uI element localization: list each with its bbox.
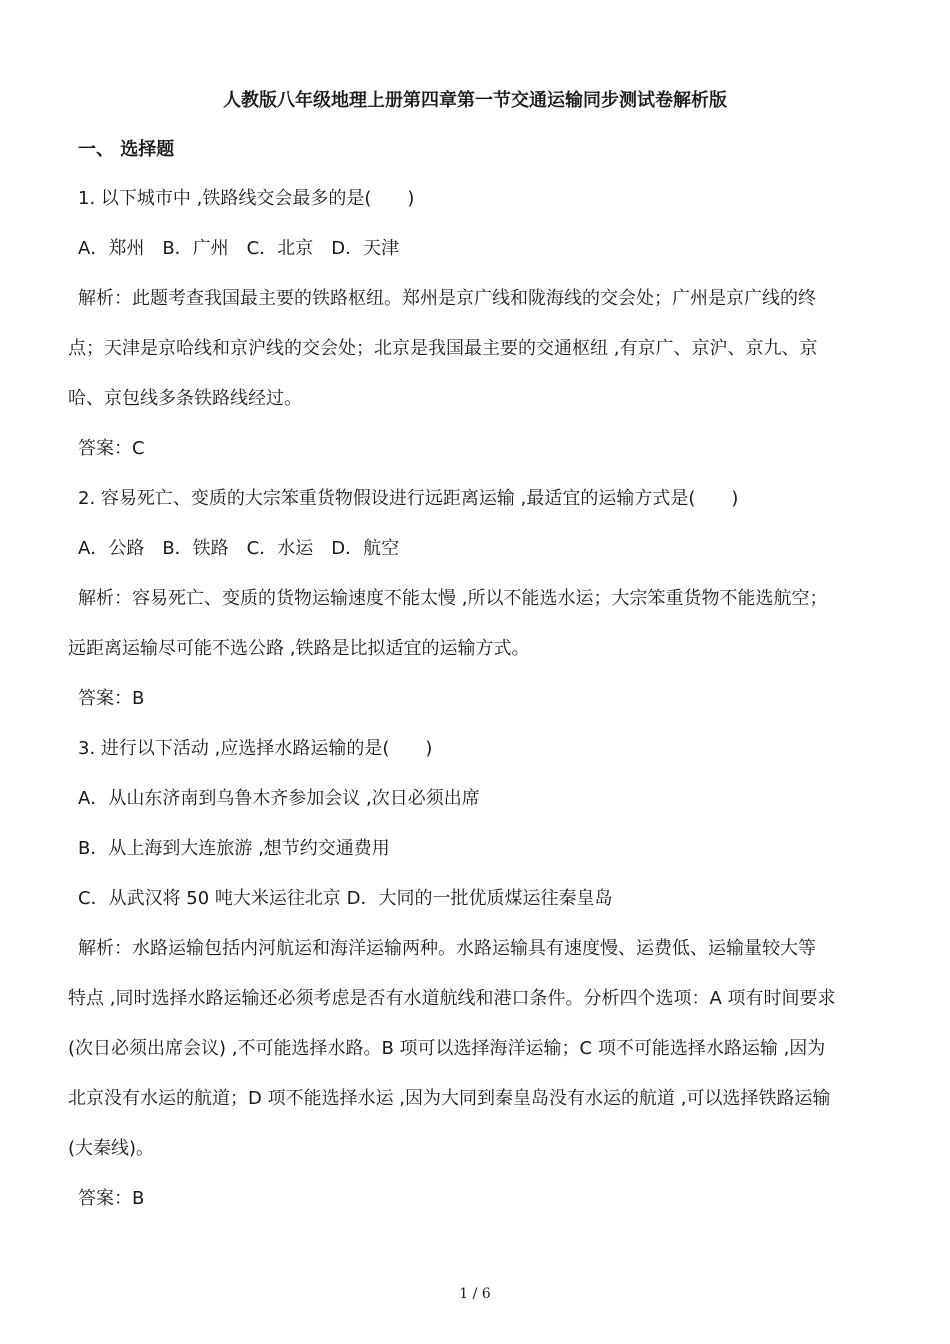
question-3-analysis-line: (大秦线)。: [68, 1138, 155, 1159]
question-3-analysis-line: (次日必须出席会议) ,不可能选择水路。B 项可以选择海洋运输；C 项不可能选择水路运输 ,因为: [68, 1038, 826, 1059]
page-number: 1 / 6: [459, 1286, 491, 1302]
question-2-answer: 答案：B: [78, 688, 145, 709]
question-3-stem: 3. 进行以下活动 ,应选择水路运输的是( ): [78, 738, 433, 759]
question-3-analysis-line: 特点 ,同时选择水路运输还必须考虑是否有水道航线和港口条件。分析四个选项：A 项有时间要求: [68, 988, 836, 1009]
question-3-analysis-line: 解析：水路运输包括内河航运和海洋运输两种。水路运输具有速度慢、运费低、运输量较大等: [78, 938, 816, 959]
question-3-option-b: B．从上海到大连旅游 ,想节约交通费用: [78, 838, 390, 859]
question-2-options: A．公路 B．铁路 C．水运 D．航空: [78, 538, 400, 559]
document-title: 人教版八年级地理上册第四章第一节交通运输同步测试卷解析版: [223, 90, 727, 111]
question-1-answer: 答案：C: [78, 438, 145, 459]
question-1-options: A．郑州 B．广州 C．北京 D．天津: [78, 238, 400, 259]
question-2-analysis-line: 远距离运输尽可能不选公路 ,铁路是比拟适宜的运输方式。: [68, 638, 530, 659]
section-heading: 一、 选择题: [78, 139, 175, 160]
question-3-analysis-line: 北京没有水运的航道；D 项不能选择水运 ,因为大同到秦皇岛没有水运的航道 ,可以选择铁路运输: [68, 1088, 831, 1109]
question-2-stem: 2. 容易死亡、变质的大宗笨重货物假设进行远距离运输 ,最适宜的运输方式是( ): [78, 488, 739, 509]
question-3-option-cd: C．从武汉将 50 吨大米运往北京 D．大同的一批优质煤运往秦皇岛: [78, 888, 613, 909]
question-1-stem: 1. 以下城市中 ,铁路线交会最多的是( ): [78, 188, 415, 209]
question-3-option-a: A．从山东济南到乌鲁木齐参加会议 ,次日必须出席: [78, 788, 480, 809]
question-2-analysis-line: 解析：容易死亡、变质的货物运输速度不能太慢 ,所以不能选水运；大宗笨重货物不能选航空；: [78, 588, 828, 609]
question-3-answer: 答案：B: [78, 1188, 145, 1209]
question-1-analysis-line: 解析：此题考查我国最主要的铁路枢纽。郑州是京广线和陇海线的交会处；广州是京广线的终: [78, 288, 816, 309]
question-1-analysis-line: 点；天津是京哈线和京沪线的交会处；北京是我国最主要的交通枢纽 ,有京广、京沪、京九、京: [68, 338, 818, 359]
question-1-analysis-line: 哈、京包线多条铁路线经过。: [68, 388, 302, 409]
